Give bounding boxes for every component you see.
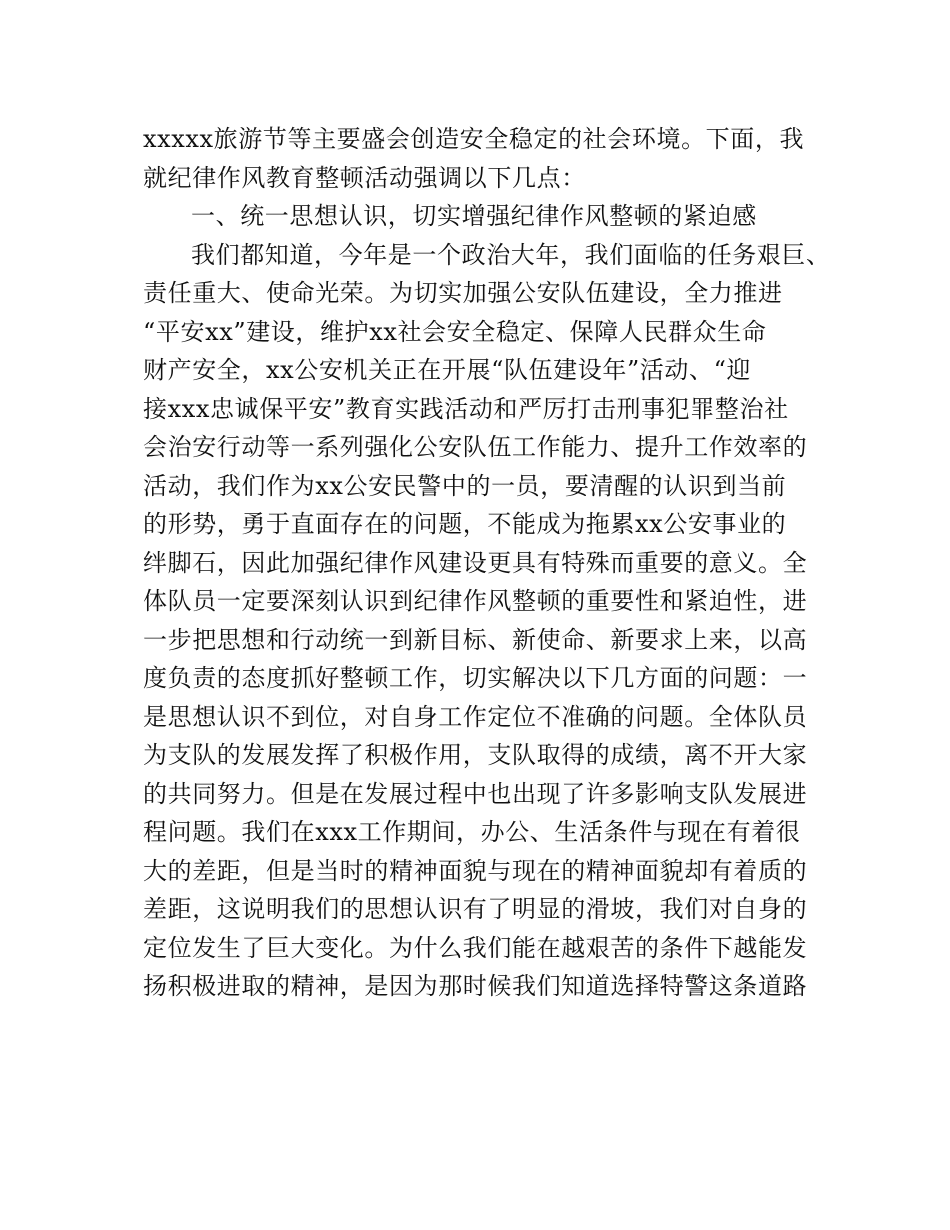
document-body — [143, 120, 843, 1006]
text-line: 度负责的态度抓好整顿工作，切实解决以下几方面的问题：一 — [143, 664, 808, 692]
paragraph-start-line: 我们都知道，今年是一个政治大年，我们面临的任务艰巨、 — [191, 240, 831, 269]
text-line: 扬积极进取的精神，是因为那时候我们知道选择特警这条道路 — [143, 972, 808, 1000]
text-line: 定位发生了巨大变化。为什么我们能在越艰苦的条件下越能发 — [143, 933, 808, 962]
text-line: 责任重大、使命光荣。为切实加强公安队伍建设，全力推进 — [143, 279, 783, 307]
text-line: 体队员一定要深刻认识到纪律作风整顿的重要性和紧迫性，进 — [143, 587, 808, 615]
text-line: 接xxx忠诚保平安”教育实践活动和严厉打击刑事犯罪整治社 — [143, 394, 789, 423]
section-heading: 一、统一思想认识，切实增强纪律作风整顿的紧迫感 — [191, 202, 757, 230]
text-line: 财产安全，xx公安机关正在开展“队伍建设年”活动、“迎 — [143, 356, 752, 384]
text-line: 就纪律作风教育整顿活动强调以下几点： — [143, 163, 586, 192]
text-line: 为支队的发展发挥了积极作用，支队取得的成绩，离不开大家 — [143, 741, 808, 769]
text-line: xxxxx旅游节等主要盛会创造安全稳定的社会环境。下面，我 — [143, 125, 805, 153]
text-line: 是思想认识不到位，对自身工作定位不准确的问题。全体队员 — [143, 702, 808, 731]
text-line: 差距，这说明我们的思想认识有了明显的滑坡，我们对自身的 — [143, 895, 808, 923]
text-line: 大的差距，但是当时的精神面貌与现在的精神面貌却有着质的 — [143, 856, 808, 885]
text-line: 活动，我们作为xx公安民警中的一员，要清醒的认识到当前 — [143, 471, 787, 500]
text-line: 一步把思想和行动统一到新目标、新使命、新要求上来，以高 — [143, 625, 808, 654]
text-line: 的共同努力。但是在发展过程中也出现了许多影响支队发展进 — [143, 779, 808, 808]
text-line: “平安xx”建设，维护xx社会安全稳定、保障人民群众生命 — [143, 317, 767, 346]
text-line: 会治安行动等一系列强化公安队伍工作能力、提升工作效率的 — [143, 433, 808, 461]
text-line: 程问题。我们在xxx工作期间，办公、生活条件与现在有着很 — [143, 818, 801, 846]
text-line: 的形势，勇于直面存在的问题，不能成为拖累xx公安事业的 — [143, 510, 787, 538]
text-line: 绊脚石，因此加强纪律作风建设更具有特殊而重要的意义。全 — [143, 548, 808, 577]
